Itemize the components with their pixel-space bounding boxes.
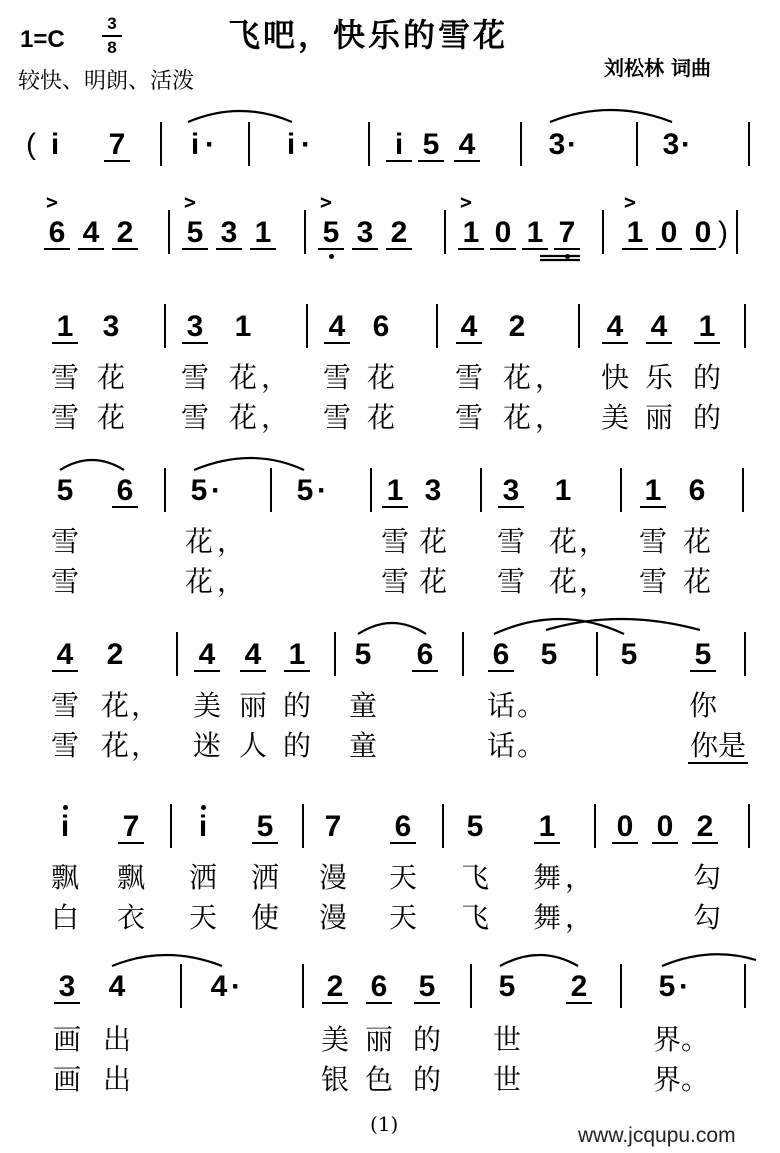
lyric: 雪 — [454, 361, 483, 394]
note: 7 — [104, 130, 130, 162]
lyric: 出 — [102, 1063, 131, 1096]
note: i — [52, 812, 78, 842]
lyric: 的 — [692, 401, 721, 434]
lyric: 。 — [680, 1063, 709, 1096]
note: 4 — [456, 312, 482, 344]
note: 7 — [554, 218, 580, 250]
lyric: ， — [534, 401, 563, 434]
lyric: 花 — [502, 401, 531, 434]
lyric: 雪 — [496, 525, 525, 558]
note: 7 — [324, 810, 342, 843]
lyric: 美 — [320, 1023, 349, 1056]
lyric: 雪 — [638, 525, 667, 558]
lyric: 勾 — [692, 901, 721, 934]
lyric: 界 — [652, 1023, 681, 1056]
augmentation-dot: · — [231, 970, 241, 1003]
song-title: 飞吧，快乐的雪花 — [228, 16, 509, 54]
note: 0 — [656, 218, 682, 250]
lyric: 色 — [364, 1063, 393, 1096]
lyric: 世 — [492, 1023, 521, 1056]
lyric: ， — [578, 565, 607, 598]
lyric: 使 — [250, 901, 279, 934]
lyric: 的 — [282, 689, 311, 722]
note: 1 — [622, 218, 648, 250]
lyric: 洒 — [250, 861, 279, 894]
note: 0 — [690, 218, 716, 250]
note: 1 — [382, 476, 408, 508]
lyric: 出 — [102, 1023, 131, 1056]
lyric: 花 — [548, 565, 577, 598]
lyric: 话 — [486, 689, 515, 722]
lyric: 花 — [418, 525, 447, 558]
note: 5 — [190, 474, 208, 507]
tie — [188, 111, 292, 122]
note: i — [50, 128, 60, 161]
lyric: 画 — [52, 1023, 81, 1056]
note: 4 — [454, 130, 480, 162]
watermark: www.jcqupu.com — [578, 1124, 736, 1147]
lyric: 白 — [50, 901, 79, 934]
lyric: 雪 — [638, 565, 667, 598]
note: 4 — [210, 970, 228, 1003]
note: 5 — [318, 218, 344, 250]
lyric: 花 — [228, 361, 257, 394]
lyric: 雪 — [380, 565, 409, 598]
meter-top: 3 — [107, 14, 117, 33]
note: 0 — [612, 812, 638, 844]
lyric: 你 — [688, 689, 717, 722]
lyric: 雪 — [50, 565, 79, 598]
lyric: 。 — [680, 1023, 709, 1056]
note: 6 — [390, 812, 416, 844]
note: 2 — [322, 972, 348, 1004]
lyric: 花 — [682, 565, 711, 598]
lyric: 画 — [52, 1063, 81, 1096]
lyric: 飘 — [116, 861, 145, 894]
lyric: 飘 — [50, 861, 79, 894]
lyric: 世 — [492, 1063, 521, 1096]
lyric: 的 — [282, 729, 311, 762]
note: 6 — [688, 474, 706, 507]
augmentation-dot: · — [567, 128, 577, 161]
lyric: 舞 — [532, 861, 561, 894]
lyric: 花 — [184, 525, 213, 558]
note: 1 — [250, 218, 276, 250]
lyric: 人 — [238, 729, 267, 762]
lyric: 的 — [412, 1063, 441, 1096]
note: 5 — [418, 130, 444, 162]
lyric: 漫 — [318, 861, 347, 894]
tie — [194, 458, 304, 470]
note: 0 — [652, 812, 678, 844]
lyric: 花 — [366, 361, 395, 394]
note: 5 — [182, 218, 208, 250]
lyric: ， — [564, 901, 593, 934]
note: 5 — [252, 812, 278, 844]
note: 5 — [296, 474, 314, 507]
note: 1 — [234, 310, 252, 343]
lyric: ， — [260, 361, 289, 394]
note: 3 — [182, 312, 208, 344]
note: 4 — [78, 218, 104, 250]
note: 3 — [352, 218, 378, 250]
note: 3 — [102, 310, 120, 343]
note: i — [286, 128, 296, 161]
note: 2 — [112, 218, 138, 250]
lyric: 花 — [548, 525, 577, 558]
lyric: 快 — [600, 361, 629, 394]
note: 6 — [488, 640, 514, 672]
note: 5 — [690, 640, 716, 672]
lyric: 勾 — [692, 861, 721, 894]
tie — [546, 619, 700, 630]
lyric: 话 — [486, 729, 515, 762]
note: 3 — [548, 128, 566, 161]
lyric: 童 — [348, 689, 377, 722]
lyric: 乐 — [644, 361, 673, 394]
tie — [500, 955, 578, 966]
accent-mark: > — [320, 190, 333, 214]
note: 4 — [324, 312, 350, 344]
lyric: 雪 — [180, 401, 209, 434]
note: 4 — [108, 970, 126, 1003]
lyric: 花 — [228, 401, 257, 434]
page-number: (1) — [370, 1112, 399, 1136]
note: 1 — [522, 218, 548, 250]
lyric: 雪 — [50, 689, 79, 722]
augmentation-dot: · — [301, 128, 311, 161]
note: 3 — [54, 972, 80, 1004]
key-signature: 1=C — [20, 26, 65, 53]
note: 6 — [366, 972, 392, 1004]
paren-open: ( — [26, 128, 36, 161]
lyric: ， — [260, 401, 289, 434]
note: 2 — [566, 972, 592, 1004]
tempo-marking: 较快、明朗、活泼 — [18, 69, 195, 94]
lyric: 。 — [516, 689, 545, 722]
augmentation-dot: · — [211, 474, 221, 507]
note: 3 — [216, 218, 242, 250]
accent-mark: > — [460, 190, 473, 214]
lyric: ， — [216, 525, 245, 558]
lyric: ， — [130, 729, 159, 762]
augmentation-dot: · — [317, 474, 327, 507]
note: 5 — [354, 638, 372, 671]
augmentation-dot: · — [205, 128, 215, 161]
lyric: ， — [534, 361, 563, 394]
lyric: 花 — [418, 565, 447, 598]
lyric: 丽 — [238, 689, 267, 722]
note: 1 — [284, 640, 310, 672]
note: i — [386, 130, 412, 162]
tie — [112, 955, 222, 966]
note: 1 — [554, 474, 572, 507]
note: 5 — [414, 972, 440, 1004]
lyric: 的 — [412, 1023, 441, 1056]
lyric: 飞 — [460, 901, 489, 934]
lyric: 花 — [96, 401, 125, 434]
note: 6 — [372, 310, 390, 343]
note: 4 — [646, 312, 672, 344]
note: 4 — [52, 640, 78, 672]
lyric: 雪 — [50, 525, 79, 558]
lyric: 衣 — [116, 901, 145, 934]
lyric: 雪 — [50, 729, 79, 762]
tie — [662, 954, 756, 966]
meter-bottom: 8 — [107, 38, 117, 57]
note: 3 — [424, 474, 442, 507]
lyric: 美 — [600, 401, 629, 434]
lyric: 雪 — [380, 525, 409, 558]
note: 5 — [620, 638, 638, 671]
lyric: 飞 — [460, 861, 489, 894]
paren-close: ) — [718, 216, 728, 249]
note: 0 — [490, 218, 516, 250]
lyric: 花 — [184, 565, 213, 598]
lyric: 童 — [348, 729, 377, 762]
lyric: 雪 — [454, 401, 483, 434]
note: 1 — [534, 812, 560, 844]
lyric: 雪 — [322, 401, 351, 434]
note: 2 — [508, 310, 526, 343]
note: 3 — [498, 476, 524, 508]
lyric: 的 — [692, 361, 721, 394]
note: 6 — [112, 476, 138, 508]
lyric: 花 — [502, 361, 531, 394]
note: 1 — [458, 218, 484, 250]
lyric: 迷 — [192, 729, 221, 762]
lyric: ， — [578, 525, 607, 558]
lyric: 花 — [682, 525, 711, 558]
note: 4 — [240, 640, 266, 672]
lyric: 花 — [100, 729, 129, 762]
lyric: 雪 — [322, 361, 351, 394]
note: 4 — [194, 640, 220, 672]
note: 2 — [692, 812, 718, 844]
lyric: 花 — [366, 401, 395, 434]
lyric: ， — [216, 565, 245, 598]
note: i — [190, 128, 200, 161]
note: 5 — [466, 810, 484, 843]
lyric: 美 — [192, 689, 221, 722]
lyric: 雪 — [496, 565, 525, 598]
accent-mark: > — [624, 190, 637, 214]
tie — [60, 460, 124, 470]
lyric: 漫 — [318, 901, 347, 934]
note: 7 — [118, 812, 144, 844]
lyric: 花 — [96, 361, 125, 394]
note: 1 — [52, 312, 78, 344]
lyric: ， — [564, 861, 593, 894]
note: 4 — [602, 312, 628, 344]
lyric: 你是 — [689, 729, 746, 762]
lyric: 雪 — [180, 361, 209, 394]
note: 6 — [44, 218, 70, 250]
note: 6 — [412, 640, 438, 672]
augmentation-dot: · — [679, 970, 689, 1003]
lyric: 雪 — [50, 401, 79, 434]
lyric: 丽 — [364, 1023, 393, 1056]
lyric: ， — [130, 689, 159, 722]
note: 5 — [56, 474, 74, 507]
lyric: 界 — [652, 1063, 681, 1096]
note: 1 — [694, 312, 720, 344]
composer-credit: 刘松林 词曲 — [604, 56, 711, 80]
tie — [358, 623, 426, 634]
lyric: 花 — [100, 689, 129, 722]
lyric: 雪 — [50, 361, 79, 394]
note: 5 — [658, 970, 676, 1003]
tie — [550, 110, 672, 122]
lyric: 天 — [388, 861, 417, 894]
note: 2 — [106, 638, 124, 671]
lyric: 天 — [388, 901, 417, 934]
lyric: 天 — [188, 901, 217, 934]
lyric: 银 — [320, 1063, 349, 1096]
lyric: 舞 — [532, 901, 561, 934]
lyric: 。 — [516, 729, 545, 762]
note: 2 — [386, 218, 412, 250]
lyric: 洒 — [188, 861, 217, 894]
note: 5 — [540, 638, 558, 671]
note: 3 — [662, 128, 680, 161]
note: 5 — [498, 970, 516, 1003]
augmentation-dot: · — [681, 128, 691, 161]
note: i — [190, 812, 216, 842]
accent-mark: > — [46, 190, 59, 214]
accent-mark: > — [184, 190, 197, 214]
note: 1 — [640, 476, 666, 508]
lyric: 丽 — [644, 401, 673, 434]
